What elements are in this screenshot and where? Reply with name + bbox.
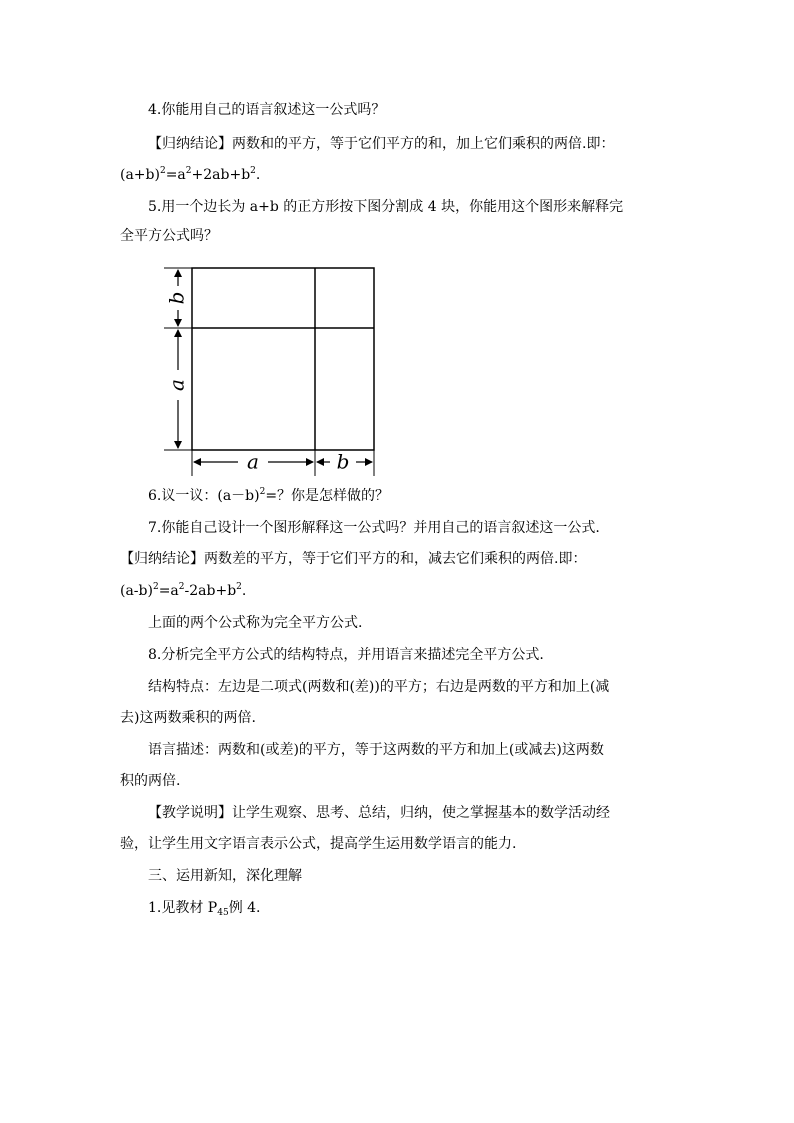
label-a-vertical: a — [164, 379, 189, 391]
formula-part: -2ab+b — [184, 583, 237, 599]
example-1-part: 1.见教材 P — [148, 900, 218, 916]
section-3-heading: 三、运用新知，深化理解 — [148, 868, 302, 884]
label-a-horizontal: a — [247, 449, 259, 474]
description-line-1: 语言描述：两数和(或差)的平方，等于这两数的平方和加上(或减去)这两数 — [148, 742, 604, 758]
formula-exponent: 2 — [185, 166, 192, 176]
question-5-line-2: 全平方公式吗？ — [120, 228, 218, 244]
conclusion-1-bracket: 【归纳结论】 — [148, 136, 232, 152]
question-4: 4.你能用自己的语言叙述这一公式吗？ — [148, 102, 386, 118]
formula-exponent: 2 — [152, 582, 159, 592]
question-6-part: =？你是怎样做的？ — [265, 488, 390, 504]
formula-exponent: 2 — [159, 166, 166, 176]
question-7: 7.你能自己设计一个图形解释这一公式吗？并用自己的语言叙述这一公式. — [148, 520, 600, 536]
description-line-2: 积的两倍. — [120, 773, 181, 789]
conclusion-1-body: 两数和的平方，等于它们平方的和，加上它们乘积的两倍.即： — [232, 136, 615, 152]
formula-difference-square — [120, 581, 246, 601]
label-b-horizontal: b — [336, 449, 350, 474]
formula-naming: 上面的两个公式称为完全平方公式. — [148, 615, 363, 631]
structure-line-2: 去)这两数乘积的两倍. — [120, 710, 256, 726]
page-subscript: 45 — [217, 908, 229, 918]
formula-part: . — [255, 167, 261, 183]
conclusion-1-text — [148, 134, 614, 154]
example-1-part: 例 4. — [228, 900, 261, 916]
label-b-vertical: b — [164, 291, 189, 305]
example-1 — [148, 898, 261, 918]
teaching-note-line-2: 验，让学生用文字语言表示公式，提高学生运用数学语言的能力. — [120, 836, 517, 852]
question-8: 8.分析完全平方公式的结构特点，并用语言来描述完全平方公式. — [148, 647, 544, 663]
formula-part: =a — [165, 167, 186, 183]
formula-part: =a — [158, 583, 179, 599]
formula-exponent: 2 — [178, 582, 185, 592]
formula-part: (a-b) — [120, 583, 153, 599]
outer-square — [192, 268, 374, 450]
conclusion-2-text: 【归纳结论】两数差的平方，等于它们平方的和，减去它们乘积的两倍.即： — [120, 551, 587, 567]
formula-part: +2ab+b — [191, 167, 251, 183]
formula-sum-square — [120, 165, 260, 185]
formula-exponent: 2 — [250, 166, 256, 176]
square-division-figure — [150, 258, 390, 480]
question-6-part: 6.议一议：(a－b) — [148, 488, 260, 504]
figure-svg — [150, 258, 390, 480]
formula-exponent: 2 — [236, 582, 242, 592]
formula-exponent: 2 — [259, 487, 266, 497]
formula-part: (a+b) — [120, 167, 160, 183]
structure-line-1: 结构特点：左边是二项式(两数和(差))的平方；右边是两数的平方和加上(减 — [148, 679, 610, 695]
question-6 — [148, 486, 389, 506]
teaching-note-line-1: 【教学说明】让学生观察、思考、总结，归纳，使之掌握基本的数学活动经 — [148, 805, 610, 821]
question-5-line-1: 5.用一个边长为 a+b 的正方形按下图分割成 4 块，你能用这个图形来解释完 — [148, 199, 624, 215]
formula-part: . — [241, 583, 247, 599]
